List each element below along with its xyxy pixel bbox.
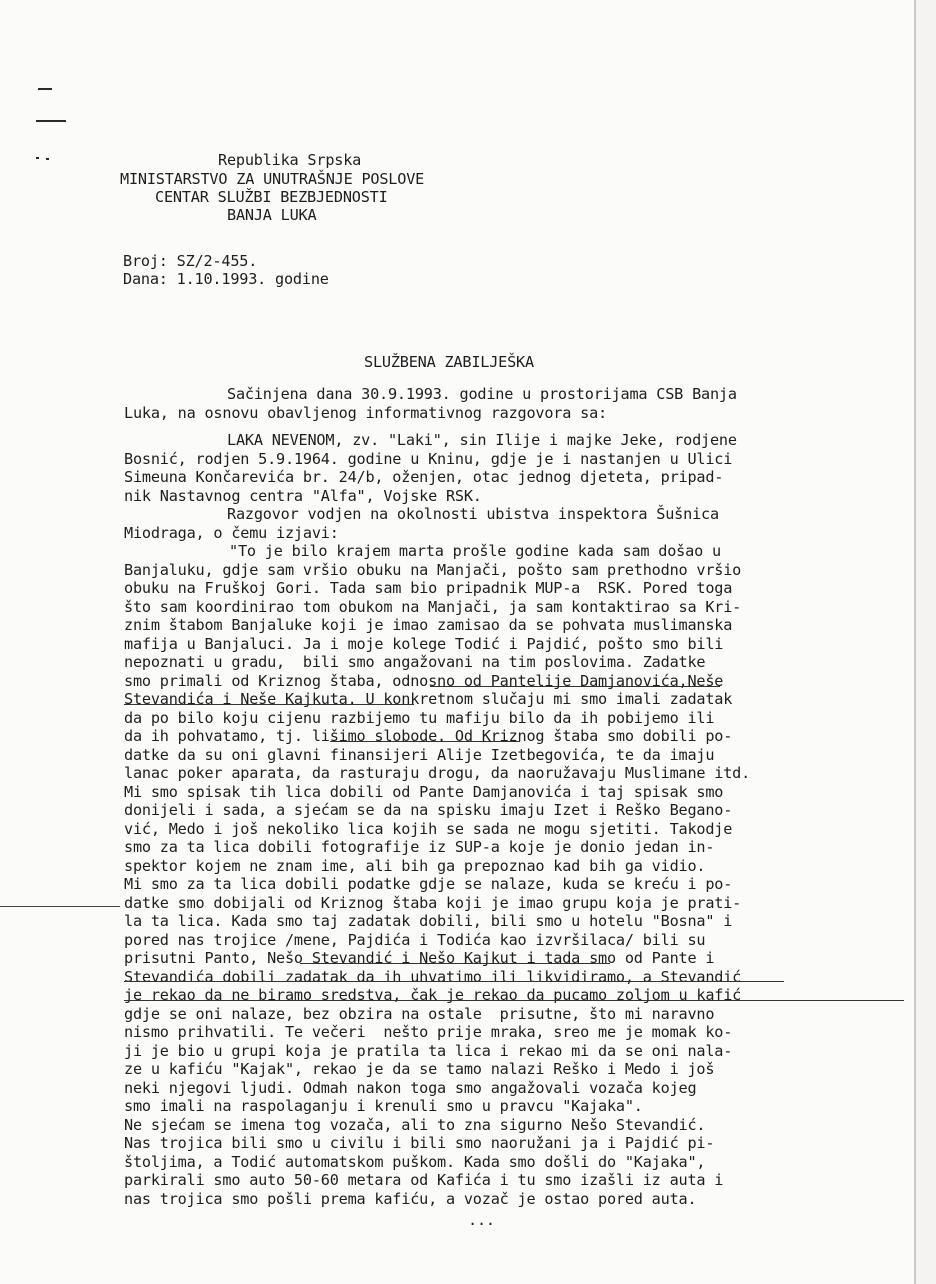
body-line: LAKA NEVENOM, zv. "Laki", sin Ilije i majke Jeke, rodjene [227,431,737,449]
scan-mark [46,158,49,160]
body-line: nismo prihvatili. Te večeri nešto prije mraka, sreo me je momak ko- [124,1023,733,1041]
scan-mark [36,157,39,159]
body-line: datke smo dobijali od Kriznog štaba koji je imao grupu koja je prati- [124,894,742,912]
handwritten-underline [124,1000,904,1001]
body-line: vić, Medo i još nekoliko lica kojih se sada ne mogu sjetiti. Takodje [124,820,733,838]
body-line: što sam koordinirao tom obukom na Manjači, ja sam kontaktirao sa Kri- [124,598,742,616]
body-line: mafija u Banjaluci. Ja i moje kolege Todić i Pajdić, pošto smo bili [124,635,724,653]
body-line: ze u kafiću "Kajak", rekao je da se tamo nalazi Reško i Medo i još [124,1060,715,1078]
body-line: nepoznati u gradu, bili smo angažovani na tim poslovima. Zadatke [124,653,706,671]
body-line: Stevandića dobili zadatak da ih uhvatimo ili likvidiramo, a Stevandić [124,968,742,986]
body-line: Sačinjena dana 30.9.1993. godine u prostorijama CSB Banja [227,385,737,403]
header-republic: Republika Srpska [218,151,362,169]
ellipsis: ... [468,1211,495,1229]
body-line: prisutni Panto, Nešo Stevandić i Nešo Kajkut i tada smo od Pante i [124,949,715,967]
body-line: Stevandića i Neše Kajkuta. U konkretnom slučaju mi smo imali zadatak [124,690,733,708]
header-ministry: MINISTARSTVO ZA UNUTRAŠNJE POSLOVE [120,170,425,188]
document-title: SLUŽBENA ZABILJEŠKA [364,353,534,371]
body-line: spektor kojem ne znam ime, ali bih ga prepoznao kad bih ga vidio. [124,857,706,875]
body-line: pored nas trojice /mene, Pajdića i Todića kao izvršilaca/ bili su [124,931,706,949]
header-center: CENTAR SLUŽBI BEZBJEDNOSTI [155,188,388,206]
body-line: donijeli i sada, a sjećam se da na spisku imaju Izet i Reško Begano- [124,801,733,819]
handwritten-underline [124,704,414,705]
body-line: la ta lica. Kada smo taj zadatak dobili, bili smo u hotelu "Bosna" i [124,912,733,930]
body-line: da po bilo koju cijenu razbijemo tu mafiju bilo da ih pobijemo ili [124,709,715,727]
body-line: gdje se oni nalaze, bez obzira na ostale prisutne, što mi naravno [124,1005,715,1023]
body-line: neki njegovi ljudi. Odmah nakon toga smo angažovali vozača kojeg [124,1079,697,1097]
doc-date: Dana: 1.10.1993. godine [123,270,329,288]
body-line: Miodraga, o čemu izjavi: [124,524,339,542]
body-line: Nas trojica bili smo u civilu i bili smo naoružani ja i Pajdić pi- [124,1134,715,1152]
body-line: datke da su oni glavni finansijeri Alije Izetbegovića, te da imaju [124,746,715,764]
scan-mark [38,88,52,90]
body-line: znim štabom Banjaluke koji je imao zamisao da se pohvata muslimanska [124,616,733,634]
body-line: Simeuna Končarevića br. 24/b, oženjen, otac jednog djeteta, pripad- [124,468,724,486]
body-line: lanac poker aparata, da rasturaju drogu, da naoružavaju Muslimane itd. [124,764,751,782]
doc-number: Broj: SZ/2-455. [123,252,258,270]
handwritten-underline [430,686,720,687]
body-line: da ih pohvatamo, tj. lišimo slobode. Od Kriznog štaba smo dobili po- [124,727,733,745]
body-line: Bosnić, rodjen 5.9.1964. godine u Kninu, gdje je i nastanjen u Ulici [124,450,733,468]
handwritten-underline [300,963,610,964]
scan-mark [36,120,66,122]
body-line: Mi smo spisak tih lica dobili od Pante Damjanovića i taj spisak smo [124,783,724,801]
body-line: ji je bio u grupi koja je pratila ta lica i rekao mi da se oni nala- [124,1042,733,1060]
body-line: nik Nastavnog centra "Alfa", Vojske RSK. [124,487,482,505]
body-line: smo primali od Kriznog štaba, odnosno od Pantelije Damjanovića,Neše [124,672,724,690]
header-city: BANJA LUKA [227,206,317,224]
body-line: obuku na Fruškoj Gori. Tada sam bio pripadnik MUP-a RSK. Pored toga [124,579,733,597]
body-line: smo za ta lica dobili fotografije iz SUP-a koje je donio jedan in- [124,838,715,856]
body-line: smo imali na raspolaganju i krenuli smo u pravcu "Kajaka". [124,1097,643,1115]
body-line: Razgovor vodjen na okolnosti ubistva inspektora Šušnica [227,505,719,523]
body-line: štoljima, a Todić automatskom puškom. Kada smo došli do "Kajaka", [124,1153,706,1171]
body-line: Mi smo za ta lica dobili podatke gdje se nalaze, kuda se kreću i po- [124,875,733,893]
handwritten-underline [330,741,520,742]
body-line: "To je bilo krajem marta prošle godine kada sam došao u [229,542,721,560]
body-line: je rekao da ne biramo sredstva, čak je rekao da pucamo zoljom u kafić [124,986,742,1004]
body-line: Banjaluku, gdje sam vršio obuku na Manjači, pošto sam prethodno vršio [124,561,742,579]
handwritten-underline [124,981,784,982]
margin-line [0,906,120,907]
body-line: nas trojica smo pošli prema kafiću, a vozač je ostao pored auta. [124,1190,697,1208]
body-line: Ne sjećam se imena tog vozača, ali to zna sigurno Nešo Stevandić. [124,1116,706,1134]
body-line: parkirali smo auto 50-60 metara od Kafića i tu smo izašli iz auta i [124,1171,724,1189]
body-line: Luka, na osnovu obavljenog informativnog razgovora sa: [124,404,607,422]
